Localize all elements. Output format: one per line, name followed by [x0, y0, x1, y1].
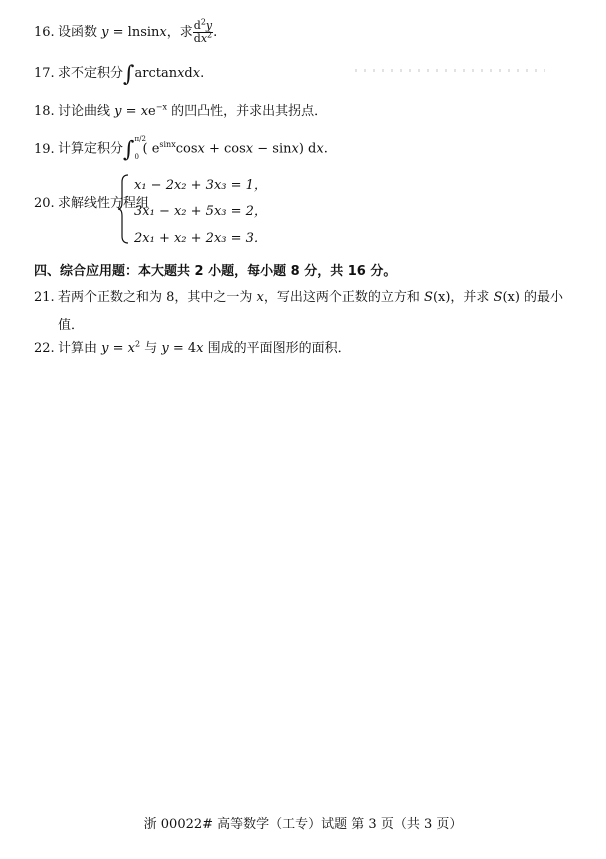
problem-text: 求不定积分	[58, 66, 124, 81]
frac-var: y	[205, 19, 213, 32]
problem-21	[34, 289, 563, 307]
integral-limits	[134, 135, 146, 161]
problem-number: 18.	[34, 104, 55, 119]
problem-number: 19.	[34, 141, 55, 157]
problem-number: 22.	[34, 341, 55, 356]
problem-22	[34, 340, 351, 358]
frac-sup: 2	[207, 30, 213, 40]
frac-d: d	[193, 32, 201, 45]
var: S	[493, 290, 503, 305]
var: y	[161, 341, 169, 356]
problem-21-continuation: 值．	[58, 318, 85, 333]
section-title: 四、综合应用题：本大题共 2 小题，每小题 8 分，共 16 分。	[34, 264, 397, 279]
expr: ) d	[298, 141, 317, 157]
upper-limit: π/2	[134, 135, 146, 143]
var: y	[114, 104, 122, 119]
expr: e	[148, 104, 156, 119]
var: x	[256, 290, 264, 305]
expr: =	[108, 341, 128, 356]
problem-text: ，求	[166, 25, 193, 40]
var: x	[127, 341, 136, 356]
var: x	[192, 66, 201, 81]
var: x	[159, 25, 167, 40]
expr: = 4	[168, 341, 197, 356]
problem-18	[34, 103, 327, 121]
var: y	[101, 341, 109, 356]
expr: = lnsin	[108, 25, 160, 40]
problem-text: 若两个正数之和为 8，其中之一为	[58, 290, 257, 305]
left-brace-icon	[117, 174, 129, 244]
problem-text: (x)，并求	[432, 290, 494, 305]
frac-var: x	[200, 32, 208, 45]
equation-row: 3x₁ − x₂ + 5x₃ = 2，	[134, 204, 267, 219]
var: x	[316, 141, 324, 157]
punct: .	[213, 25, 218, 40]
problem-16	[34, 17, 218, 45]
problem-text: 与	[140, 341, 162, 356]
var: x	[177, 66, 185, 81]
problem-text: 计算由	[58, 341, 102, 356]
frac-d: d	[193, 19, 201, 32]
exponent: sinx	[159, 140, 176, 150]
exponent: 2	[135, 339, 141, 349]
var: x	[291, 141, 299, 157]
integral-sign: ∫	[123, 62, 135, 87]
expr: cos	[175, 141, 198, 157]
problem-text: 讨论曲线	[58, 104, 111, 119]
problem-number: 16.	[34, 25, 55, 40]
integral-sign: ∫	[123, 137, 135, 163]
expr: − sin	[253, 141, 292, 157]
var: S	[424, 290, 433, 305]
expr: + cos	[204, 141, 246, 157]
var: x	[197, 141, 205, 157]
expr: arctan	[134, 66, 178, 81]
page-footer: 浙 00022# 高等数学（工专）试题 第 3 页（共 3 页）	[143, 817, 463, 832]
expr: ( e	[142, 141, 160, 157]
problem-text: 求解线性方程组	[58, 196, 150, 211]
problem-17	[34, 62, 205, 87]
problem-text: (x) 的最小	[502, 290, 564, 305]
problem-text: 的凹凸性，并求出其拐点．	[166, 104, 328, 119]
problem-number: 17.	[34, 66, 55, 81]
frac-sup: 2	[200, 17, 206, 27]
problem-text: 计算定积分	[58, 141, 124, 157]
equation-row: x₁ − 2x₂ + 3x₃ = 1，	[134, 178, 267, 193]
problem-number: 20.	[34, 196, 55, 211]
var: x	[245, 141, 254, 157]
problem-19	[34, 135, 328, 163]
problem-number: 21.	[34, 290, 55, 305]
equation-row: 2x₁ + x₂ + 2x₃ = 3．	[134, 231, 267, 246]
lower-limit: 0	[134, 153, 139, 161]
punct: .	[323, 141, 328, 157]
punct: .	[200, 66, 205, 81]
problem-text: 设函数	[58, 25, 98, 40]
problem-text: 围成的平面图形的面积．	[203, 341, 351, 356]
expr: d	[184, 66, 193, 81]
derivative-fraction	[193, 17, 213, 45]
scan-speck	[355, 69, 545, 72]
problem-text: ，写出这两个正数的立方和	[263, 290, 425, 305]
var: x	[140, 104, 149, 119]
var: y	[101, 25, 109, 40]
exponent: −x	[155, 102, 167, 112]
expr: =	[121, 104, 141, 119]
var: x	[196, 341, 204, 356]
